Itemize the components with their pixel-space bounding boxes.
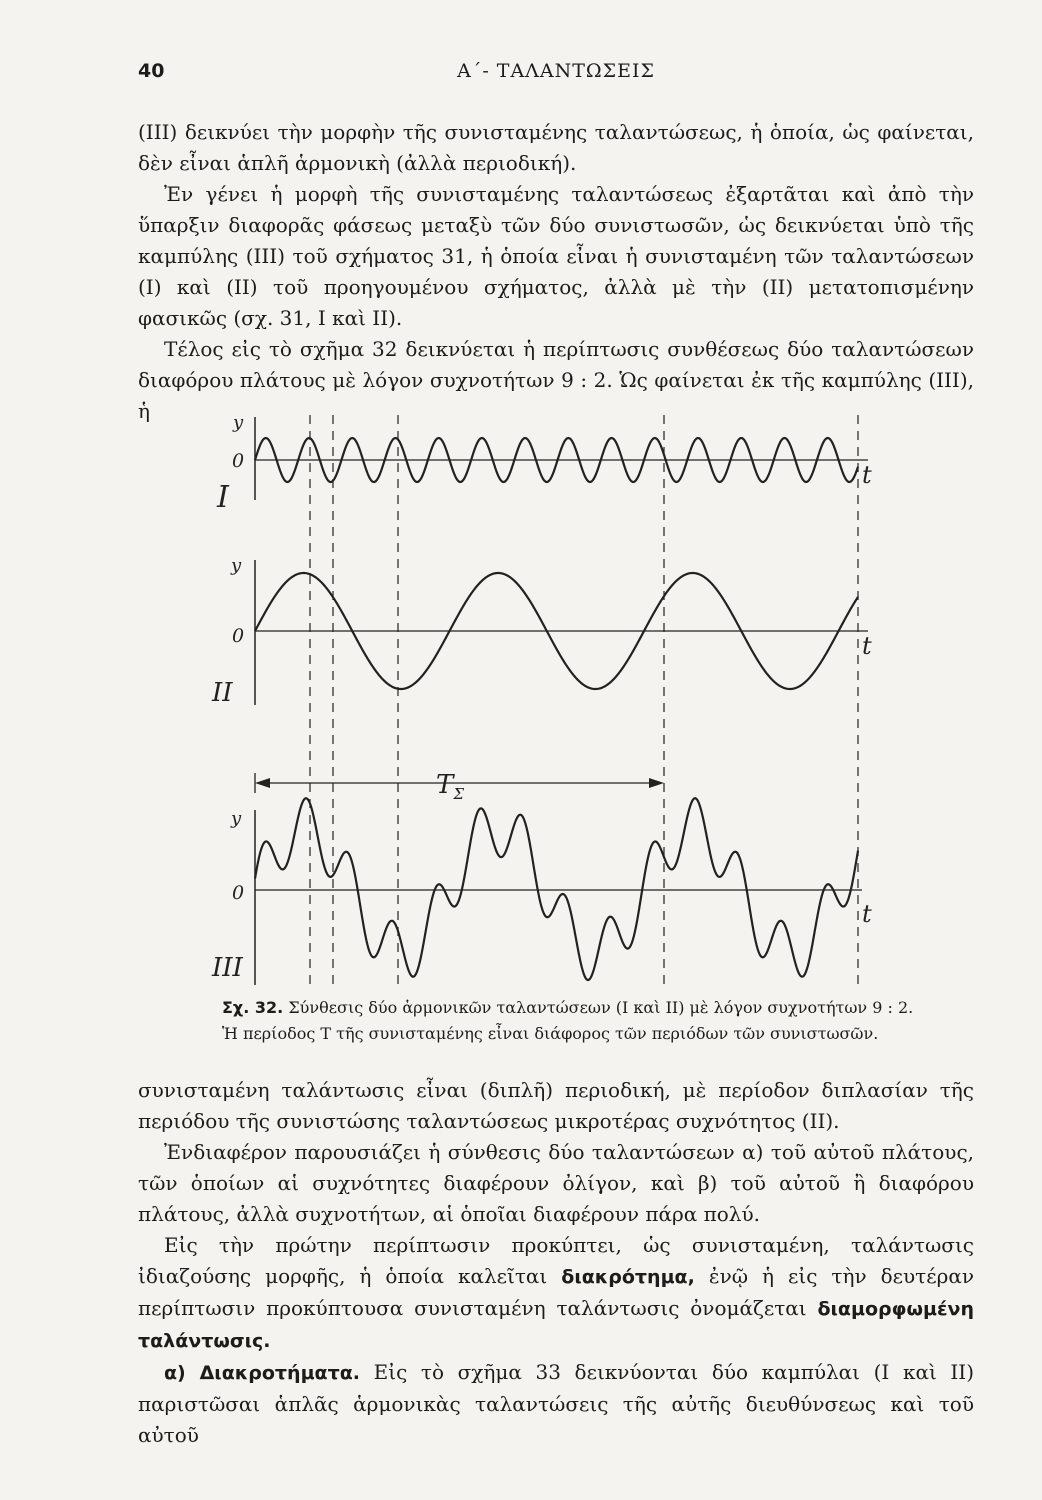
period-arrowhead-right: [649, 778, 664, 788]
label-curve-III: III: [212, 953, 243, 983]
label-curve-I: I: [217, 480, 229, 515]
paragraph-6: Εἰς τὴν πρώτην περίπτωσιν προκύπτει, ὡς συνισταμένη, ταλάντωσις ἰδιαζούσης μορφῆς, ἡ ὁποία καλεῖται διακρότημα, ἐνῷ ἡ εἰς τὴν δευτέραν περίπτωσιν προκύπτουσα συνισταμένη ταλάντωσις ὀνομάζεται διαμορφωμένη ταλάντωσις.: [138, 1233, 975, 1352]
paragraph-7: α) Διακροτήματα. Εἰς τὸ σχῆμα 33 δεικνύονται δύο καμπύλαι (Ι καὶ ΙΙ) παριστῶσαι ἁπλᾶς ἁρμονικὰς ταλαντώσεις τῆς αὐτῆς διευθύνσεως καὶ τοῦ αὐτοῦ: [138, 1360, 975, 1447]
caption-line-1: Σύνθεσις δύο ἁρμονικῶν ταλαντώσεων (Ι καὶ ΙΙ) μὲ λόγον συχνοτήτων 9 : 2.: [288, 998, 914, 1017]
paragraph-5: Ἐνδιαφέρον παρουσιάζει ἡ σύνθεσις δύο ταλαντώσεων α) τοῦ αὐτοῦ πλάτους, τῶν ὁποίων αἱ συχνότητες διαφέρουν ὀλίγον, καὶ β) τοῦ αὐτοῦ ἢ διαφόρου πλάτους, ἀλλὰ συχνοτήτων, αἱ ὁποῖαι διαφέρουν πάρα πολύ.: [138, 1140, 974, 1226]
label-curve-II: II: [212, 678, 233, 708]
figure-32: [200, 405, 900, 990]
label-t-3: t: [862, 900, 872, 928]
caption-label: Σχ. 32.: [222, 998, 284, 1017]
period-arrowhead-left: [255, 778, 270, 788]
label-zero-3: 0: [232, 882, 245, 904]
section-heading-beats: α) Διακροτήματα.: [164, 1362, 361, 1384]
caption-line-2: Ἡ περίοδος Τ τῆς συνισταμένης εἶναι διάφορος τῶν περιόδων τῶν συνιστωσῶν.: [222, 1024, 879, 1043]
running-title: Α΄- ΤΑΛΑΝΤΩΣΕΙΣ: [457, 60, 655, 82]
figure-caption: [222, 995, 962, 1047]
bottom-text-block: [138, 1075, 974, 1451]
label-zero-1: 0: [232, 450, 245, 472]
paragraph-1: (ΙΙΙ) δεικνύει τὴν μορφὴν τῆς συνισταμένης ταλαντώσεως, ἡ ὁποία, ὡς φαίνεται, δὲν εἶναι ἁπλῆ ἁρμονικὴ (ἀλλὰ περιοδική).: [138, 120, 974, 175]
term-diamorfomeni: διαμορφωμένη ταλάντωσις.: [138, 1298, 974, 1352]
label-t-2: t: [862, 632, 872, 660]
label-y-1: y: [233, 412, 244, 433]
page-header: [138, 60, 974, 90]
label-zero-2: 0: [232, 625, 245, 647]
paragraph-3: Τέλος εἰς τὸ σχῆμα 32 δεικνύεται ἡ περίπτωσις συνθέσεως δύο ταλαντώσεων διαφόρου πλάτους μὲ λόγον συχνοτήτων 9 : 2. Ὡς φαίνεται ἐκ τῆς καμπύλης (ΙΙΙ), ἡ: [138, 337, 974, 423]
label-period: $T_\Sigma$: [436, 770, 464, 803]
oscillation-diagram: [200, 405, 900, 990]
paragraph-2: Ἐν γένει ἡ μορφὴ τῆς συνισταμένης ταλαντώσεως ἐξαρτᾶται καὶ ἀπὸ τὴν ὕπαρξιν διαφορᾶς φάσεως μεταξὺ τῶν δύο συνιστωσῶν, ὡς δεικνύεται ὑπὸ τῆς καμπύλης (ΙΙΙ) τοῦ σχήματος 31, ἡ ὁποία εἶναι ἡ συνισταμένη τῶν ταλαντώσεων (Ι) καὶ (ΙΙ) τοῦ προηγουμένου σχήματος, ἀλλὰ μὲ τὴν (ΙΙ) μετατοπισμένην φασικῶς (σχ. 31, Ι καὶ ΙΙ).: [138, 182, 974, 330]
label-t-1: t: [862, 461, 872, 489]
label-y-2: y: [231, 555, 242, 576]
page-number: 40: [138, 60, 165, 82]
term-diakrotima: διακρότημα,: [561, 1266, 695, 1288]
label-y-3: y: [231, 808, 242, 829]
top-text-block: [138, 117, 974, 427]
paragraph-4: συνισταμένη ταλάντωσις εἶναι (διπλῆ) περιοδική, μὲ περίοδον διπλασίαν τῆς περιόδου τῆς συνιστώσης ταλαντώσεως μικροτέρας συχνότητος (ΙΙ).: [138, 1078, 974, 1133]
curve-3-resultant: [255, 798, 858, 980]
